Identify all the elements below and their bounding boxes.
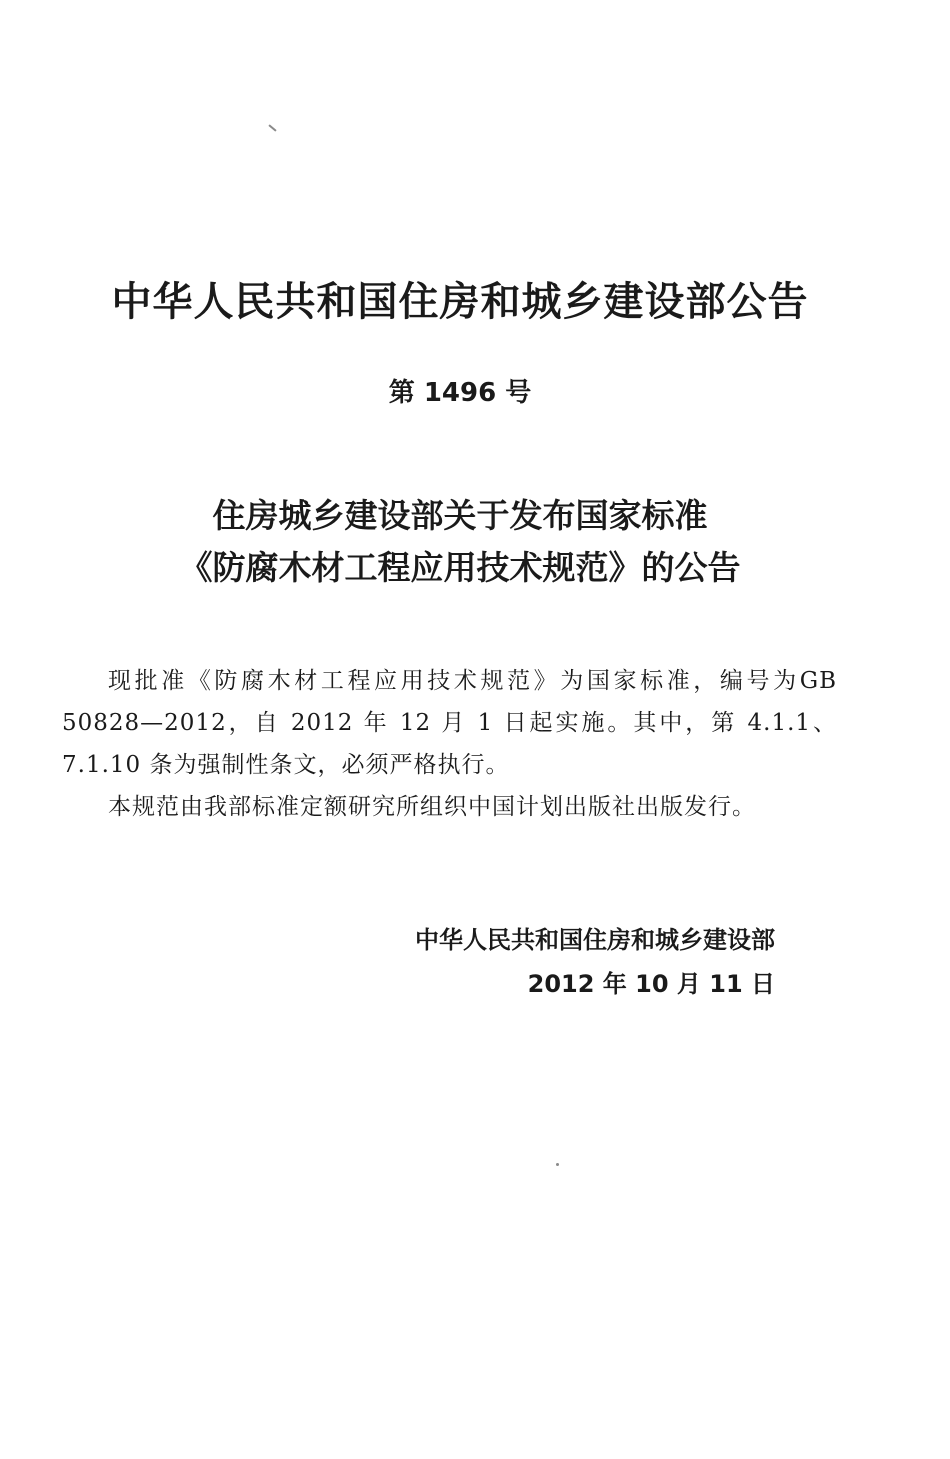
signature-block: [300, 918, 775, 1006]
announcement-body: [62, 660, 837, 828]
announcement-number: 第 1496 号: [388, 378, 532, 408]
subject-line-2: 《防腐木材工程应用技术规范》的公告: [179, 548, 741, 587]
issuer-name: 中华人民共和国住房和城乡建设部: [415, 926, 775, 954]
issue-date: 2012 年 10 月 11 日: [527, 970, 775, 998]
subject-line-1: 住房城乡建设部关于发布国家标准: [212, 496, 708, 535]
body-paragraph-2: 本规范由我部标准定额研究所组织中国计划出版社出版发行。: [108, 794, 756, 820]
scan-mark: [556, 1163, 559, 1166]
body-paragraph-1: 现批准《防腐木材工程应用技术规范》为国家标准，编号为GB 50828—2012，自 2012 年 12 月 1 日起实施。其中，第 4.1.1、7.1.10 条为强制性条文，必须严格执行。: [62, 668, 837, 778]
announcement-subject: [0, 490, 920, 594]
scan-mark: [268, 124, 276, 131]
announcement-title: 中华人民共和国住房和城乡建设部公告: [111, 279, 809, 325]
